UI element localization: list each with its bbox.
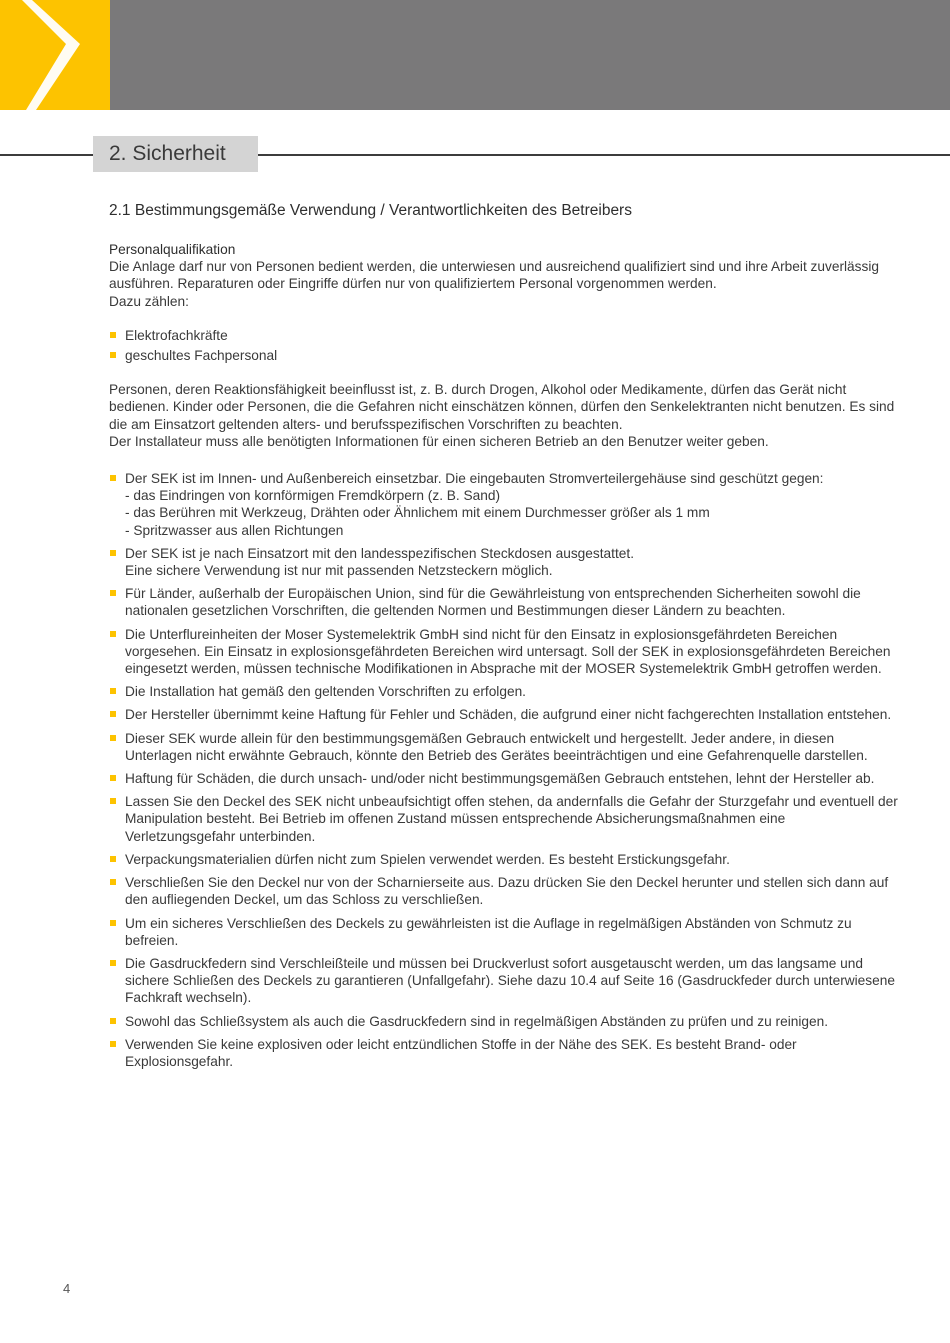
content: [109, 241, 899, 1076]
section-rule-right: [258, 154, 950, 156]
list-item-text: Der SEK ist je nach Einsatzort mit den landesspezifischen Steckdosen ausgestattet.: [125, 545, 634, 561]
list-item: Verpackungsmaterialien dürfen nicht zum Spielen verwendet werden. Es besteht Erstickungsgefahr.: [109, 851, 899, 868]
qualification-label: Personalqualifikation: [109, 242, 236, 257]
header-bar: [0, 0, 950, 110]
list-item: Die Unterflureinheiten der Moser Systemelektrik GmbH sind nicht für den Einsatz in explosionsgefährdeten Bereichen vorgesehen. Ein Einsatz in explosionsgefährdeten Bereichen wird untersagt. Soll der SEK in explosionsgefährdeten Bereichen eingesetzt werden, müssen technische Modifikationen in Absprache mit der MOSER Systemelektrik GmbH getroffen werden.: [109, 626, 899, 678]
persons-paragraph: Personen, deren Reaktionsfähigkeit beeinflusst ist, z. B. durch Drogen, Alkohol oder Medikamente, dürfen das Gerät nicht bedienen. Kinder oder Personen, die die Gefahren nicht einschätzen können, dürfen den Senkelektranten nicht benutzen. Es sind die am Einsatzort geltenden alters- und berufsspezifischen Vorschriften zu beachten.: [109, 382, 895, 432]
subheading: 2.1 Bestimmungsgemäße Verwendung / Verantwortlichkeiten des Betreibers: [109, 202, 632, 219]
list-item: Verwenden Sie keine explosiven oder leicht entzündlichen Stoffe in der Nähe des SEK. Es besteht Brand- oder Explosionsgefahr.: [109, 1036, 899, 1070]
list-item: geschultes Fachpersonal: [109, 347, 899, 364]
page-number: 4: [63, 1281, 71, 1296]
list-item: Elektrofachkräfte: [109, 327, 899, 344]
qualification-text: Die Anlage darf nur von Personen bedient werden, die unterwiesen und ausreichend qualifiziert sind und ihre Arbeit zuverlässig ausführen. Reparaturen oder Eingriffe dürfen nur von qualifiziertem Personal vorgenommen werden.: [109, 259, 880, 292]
list-item: [109, 545, 899, 579]
list-item: Sowohl das Schließsystem als auch die Gasdruckfedern sind in regelmäßigen Abständen zu prüfen und zu reinigen.: [109, 1013, 899, 1030]
list-item: Die Installation hat gemäß den geltenden Vorschriften zu erfolgen.: [109, 683, 899, 700]
list-item: Dieser SEK wurde allein für den bestimmungsgemäßen Gebrauch entwickelt und hergestellt. Jeder andere, in diesen Unterlagen nicht erwähnte Gebrauch, könnte den Betrieb des Gerätes beeinträchtigen und eine Gefahrenquelle darstellen.: [109, 730, 899, 764]
list-item: [109, 470, 899, 539]
list-item: Lassen Sie den Deckel des SEK nicht unbeaufsichtigt offen stehen, da andernfalls die Gefahr der Sturzgefahr und eventuell der Manipulation besteht. Bei Betrieb im offenen Zustand müssen entsprechende Absicherungsmaßnahmen eine Verletzungsgefahr unterbinden.: [109, 793, 899, 845]
section-title: 2. Sicherheit: [93, 136, 258, 172]
safety-list: [109, 470, 899, 1070]
list-item: Um ein sicheres Verschließen des Deckels zu gewährleisten ist die Auflage in regelmäßigen Abständen von Schmutz zu befreien.: [109, 915, 899, 949]
qualification-list: [109, 327, 899, 364]
list-item: Haftung für Schäden, die durch unsach- und/oder nicht bestimmungsgemäßen Gebrauch entstehen, lehnt der Hersteller ab.: [109, 770, 899, 787]
list-item: Die Gasdruckfedern sind Verschleißteile und müssen bei Druckverlust sofort ausgetauscht werden, um das langsame und sichere Schließen des Deckels zu garantieren (Unfallgefahr). Siehe dazu 10.4 auf Seite 16 (Gasdruckfeder durch unterwiesene Fachkraft wechseln).: [109, 955, 899, 1007]
list-subitem: - das Eindringen von kornförmigen Fremdkörpern (z. B. Sand): [125, 488, 501, 504]
logo-chevron-icon: [0, 0, 110, 110]
qualification-lead: Dazu zählen:: [109, 293, 189, 309]
list-subitem: Eine sichere Verwendung ist nur mit passenden Netzsteckern möglich.: [125, 563, 553, 579]
list-subitem: - Spritzwasser aus allen Richtungen: [125, 522, 344, 538]
list-item: Verschließen Sie den Deckel nur von der Scharnierseite aus. Dazu drücken Sie den Deckel herunter und stellen sich dann auf den aufliegenden Deckel, um das Schloss zu verschließen.: [109, 874, 899, 908]
list-item-text: Der SEK ist im Innen- und Außenbereich einsetzbar. Die eingebauten Stromverteilergehäuse sind geschützt gegen:: [125, 471, 824, 487]
persons-paragraph-2: Der Installateur muss alle benötigten Informationen für einen sicheren Betrieb an den Benutzer weiter geben.: [109, 433, 769, 449]
list-item: Für Länder, außerhalb der Europäischen Union, sind für die Gewährleistung von entsprechenden Sicherheiten sowohl die nationalen gesetzlichen Vorschriften, die geltenden Normen und Bestimmungen dieser Ländern zu beachten.: [109, 585, 899, 619]
list-subitem: - das Berühren mit Werkzeug, Drähten oder Ähnlichem mit einem Durchmesser größer als 1 mm: [125, 505, 710, 521]
section-rule-left: [0, 154, 93, 156]
list-item: Der Hersteller übernimmt keine Haftung für Fehler und Schäden, die aufgrund einer nicht fachgerechten Installation entstehen.: [109, 706, 899, 723]
